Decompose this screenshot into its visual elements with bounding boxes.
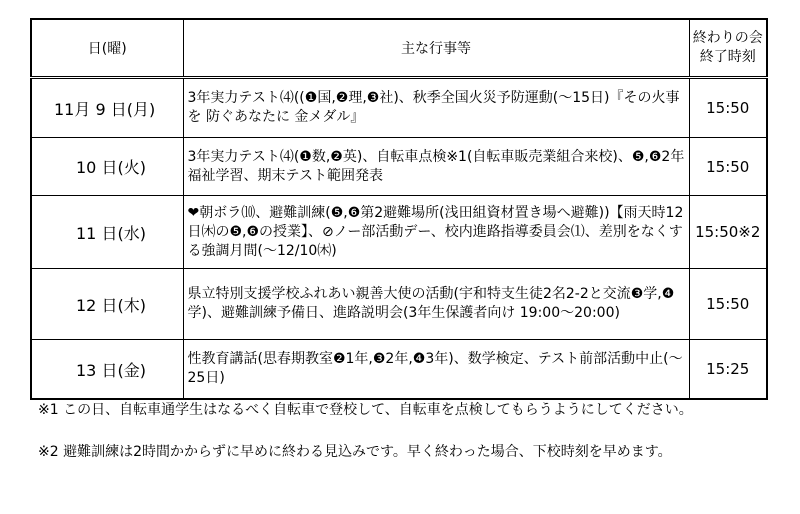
date-column-header: 日(曜) [31,19,183,78]
end-time-column-header [689,19,767,78]
footnote-1: ※1 この日、自転車通学生はなるべく自転車で登校して、自転車を点検してもらうようにしてください。 [38,402,693,418]
row-end-time: 15:25 [689,340,767,400]
row-end-time: 15:50※2 [689,196,767,269]
row-events: ❤朝ボラ⑽、避難訓練(❺,❻第2避難場所(浅田組資材置き場へ避難))【雨天時12日㈭の❺,❻の授業】、⊘ノー部活動デー、校内進路指導委員会⑴、差別をなくする強調月間(～12/10㈭) [183,196,689,269]
row-end-time: 15:50 [689,269,767,340]
table-row [31,196,767,269]
row-date [31,269,183,340]
row-events: 性教育講話(思春期教室❷1年,❸2年,❹3年)、数学検定、テスト前部活動中止(～25日) [183,340,689,400]
footnotes [38,400,768,462]
events-column-header: 主な行事等 [183,19,689,78]
footnote-2: ※2 避難訓練は2時間かからずに早めに終わる見込みです。早く終わった場合、下校時刻を早めます。 [38,444,672,460]
row-date [31,340,183,400]
row-events: 3年実力テスト⑷(❶数,❷英)、自転車点検※1(自転車販売業組合来校)、❺,❻2年福祉学習、期末テスト範囲発表 [183,138,689,196]
row-date [31,196,183,269]
table-row [31,78,767,138]
header-row [31,19,767,78]
table-row [31,138,767,196]
row-date-text: 12 日(木) [76,295,146,315]
row-date-text: 13 日(金) [76,360,146,380]
row-end-time: 15:50 [689,78,767,138]
row-events: 3年実力テスト⑷((❶国,❷理,❸社)、秋季全国火災予防運動(～15日)『その火事を 防ぐあなたに 金メダル』 [183,78,689,138]
row-date-text: 10 日(火) [76,158,146,177]
end-header-line2: 終了時刻 [699,49,756,65]
table-row [31,340,767,400]
end-header-line1: 終わりの会 [692,30,763,46]
row-end-time: 15:50 [689,138,767,196]
row-date [31,78,183,138]
table-row [31,269,767,340]
row-date [31,138,183,196]
row-date-text: 11月 9 日(月) [54,99,156,119]
row-events: 県立特別支援学校ふれあい親善大使の活動(宇和特支生徒2名2-2と交流❸学,❹学)、避難訓練予備日、進路説明会(3年生保護者向け 19:00～20:00) [183,269,689,340]
row-date-text: 11 日(水) [76,223,146,243]
schedule-table [30,18,768,400]
